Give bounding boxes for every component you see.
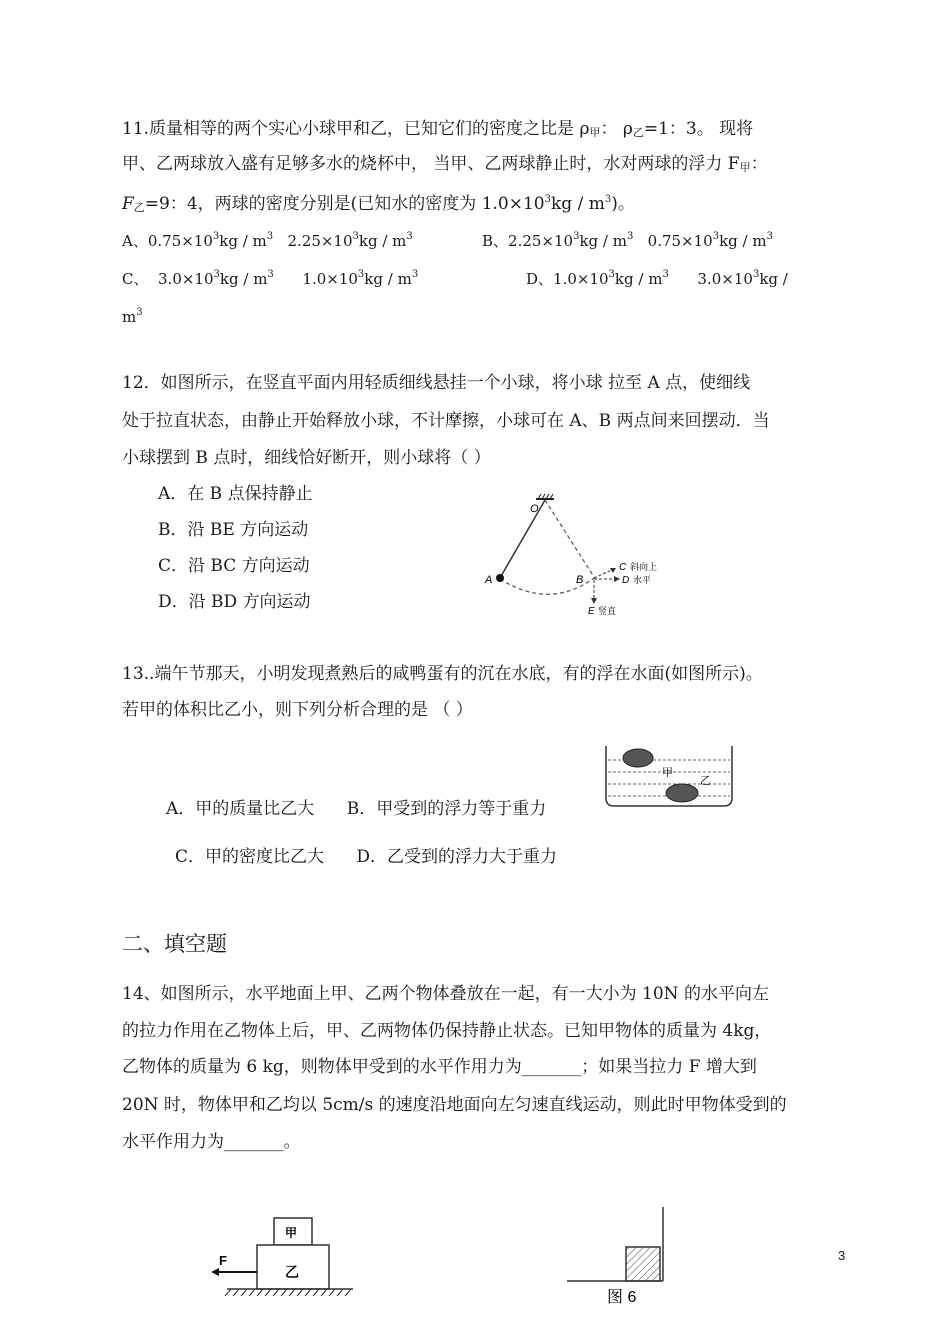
arrow-e-head bbox=[591, 598, 597, 604]
q11-line3-sub: 乙 bbox=[133, 201, 145, 214]
q11-opt-a-e2: 3 bbox=[266, 231, 274, 242]
label-o: O bbox=[530, 503, 539, 515]
q11-opt-c-t3: 1.0×10 bbox=[273, 270, 358, 288]
force-label: F bbox=[219, 1253, 227, 1268]
q11-opt-c-e2: 3 bbox=[267, 269, 274, 280]
q11-option-c bbox=[122, 264, 418, 290]
q13-options-ab: A．甲的质量比乙大 B．甲受到的浮力等于重力 bbox=[166, 799, 547, 819]
q14-line5: 水平作用力为_______。 bbox=[122, 1132, 301, 1152]
q11-opt-a-e3: 3 bbox=[352, 231, 359, 242]
q11-opt-b-e4: 3 bbox=[766, 231, 773, 242]
q11-line1-a: 11.质量相等的两个实心小球甲和乙，已知它们的密度之比是 ρ bbox=[122, 119, 590, 139]
q11-option-a bbox=[122, 226, 413, 252]
q12-line1: 12．如图所示，在竖直平面内用轻质细线悬挂一个小球，将小球 拉至 A 点，使细线 bbox=[122, 373, 751, 393]
q11-line2 bbox=[122, 153, 768, 179]
q13-line2: 若甲的体积比乙小，则下列分析合理的是 （ ） bbox=[122, 700, 473, 720]
q11-line3-exp: 3 bbox=[544, 194, 551, 205]
q12-option-a: A．在 B 点保持静止 bbox=[158, 484, 313, 504]
q13-options-cd: C．甲的密度比乙大 D．乙受到的浮力大于重力 bbox=[175, 847, 558, 867]
egg-jia bbox=[623, 749, 653, 767]
label-c-text: 斜向上 bbox=[630, 562, 658, 572]
pendulum-dashed-string bbox=[545, 500, 594, 577]
q11-line2-a: 甲、乙两球放入盛有足够多水的烧杯中， 当甲、乙两球静止时，水对两球的浮力 F bbox=[122, 154, 740, 174]
q11-opt-a-e4: 3 bbox=[406, 231, 413, 242]
egg-yi-label: 乙 bbox=[700, 775, 711, 787]
q11-opt-b-e1: 3 bbox=[573, 231, 580, 242]
q11-opt-b-t1: B、2.25×10 bbox=[482, 232, 574, 250]
figure-6 bbox=[565, 1205, 675, 1315]
q11-sub-jia: 甲 bbox=[589, 126, 601, 139]
label-e: E bbox=[588, 606, 595, 617]
q11-line3-d: )。 bbox=[611, 194, 635, 214]
q11-line1-c: =1：3。 现将 bbox=[643, 119, 754, 139]
label-a: A bbox=[485, 574, 493, 586]
q11-line1-b: ： ρ bbox=[600, 119, 633, 139]
q11-opt-d-t4: kg / bbox=[759, 270, 788, 288]
arrow-c-head bbox=[610, 568, 616, 573]
q11-line3-b: =9：4，两球的密度分别是(已知水的密度为 1.0×10 bbox=[144, 194, 545, 214]
q11-sub-yi: 乙 bbox=[632, 126, 644, 139]
hatched-block bbox=[626, 1247, 660, 1281]
q11-opt-a-t3: 2.25×10 bbox=[273, 232, 353, 250]
egg-yi bbox=[666, 784, 698, 802]
q11-line3-a: F bbox=[122, 194, 134, 214]
q11-opt-d-e2: 3 bbox=[662, 269, 669, 280]
q11-option-d-cont bbox=[122, 302, 143, 328]
pendulum-figure bbox=[480, 490, 680, 620]
q11-opt-d-t3: 3.0×10 bbox=[668, 270, 753, 288]
q12-line3: 小球摆到 B 点时，细线恰好断开，则小球将（ ） bbox=[122, 448, 491, 468]
q11-opt-c-t4: kg / m bbox=[364, 270, 412, 288]
force-arrow-head bbox=[211, 1268, 219, 1276]
label-d-text: 水平 bbox=[633, 575, 652, 585]
q11-opt-d-t1: D、1.0×10 bbox=[526, 270, 609, 288]
q11-option-d bbox=[526, 264, 788, 290]
q11-opt-c-t2: kg / m bbox=[219, 270, 268, 288]
label-d: D bbox=[622, 575, 630, 586]
q11-opt-b-t3: 0.75×10 bbox=[633, 232, 713, 250]
q11-option-b bbox=[482, 226, 773, 252]
q11-opt-b-t2: kg / m bbox=[579, 232, 627, 250]
q11-opt-a-t4: kg / m bbox=[358, 232, 407, 250]
q12-option-d: D．沿 BD 方向运动 bbox=[158, 592, 311, 612]
section-title: 二、填空题 bbox=[122, 932, 227, 956]
q11-line3 bbox=[122, 189, 635, 219]
blocks-figure bbox=[205, 1215, 365, 1305]
label-c: C bbox=[619, 562, 627, 573]
q12-line2: 处于拉直状态，由静止开始释放小球，不计摩擦，小球可在 A、B 两点间来回摆动．当 bbox=[122, 411, 770, 431]
label-e-text: 竖直 bbox=[598, 606, 617, 616]
q11-line1 bbox=[122, 118, 753, 144]
ground-hatch bbox=[225, 1289, 351, 1296]
q14-line3: 乙物体的质量为 6 kg，则物体甲受到的水平作用力为_______；如果当拉力 F 增大到 bbox=[122, 1057, 757, 1077]
q11-opt-c-e4: 3 bbox=[411, 269, 419, 280]
figure-6-label: 图 6 bbox=[607, 1289, 637, 1306]
q11-opt-b-e2: 3 bbox=[626, 231, 634, 242]
q11-opt-d-t2: kg / m bbox=[614, 270, 663, 288]
q11-opt-d-e4: 3 bbox=[136, 307, 143, 318]
block-yi-label: 乙 bbox=[285, 1264, 299, 1280]
q11-opt-a-t1: A、0.75×10 bbox=[122, 232, 213, 250]
q11-line3-c: kg / m bbox=[551, 194, 605, 214]
q11-opt-b-e3: 3 bbox=[712, 231, 720, 242]
q11-opt-c-e1: 3 bbox=[213, 269, 220, 280]
block-jia-label: 甲 bbox=[285, 1226, 298, 1240]
pendulum-support bbox=[536, 494, 554, 499]
q11-opt-a-e1: 3 bbox=[212, 231, 220, 242]
q11-opt-c-e3: 3 bbox=[357, 269, 365, 280]
q14-line1: 14、如图所示，水平地面上甲、乙两个物体叠放在一起，有一大小为 10N 的水平向左 bbox=[122, 984, 769, 1004]
q12-option-c: C．沿 BC 方向运动 bbox=[158, 556, 310, 576]
page-number: 3 bbox=[838, 1248, 846, 1263]
label-b: B bbox=[576, 574, 584, 586]
pendulum-ball bbox=[496, 574, 504, 582]
q11-opt-d-e3: 3 bbox=[752, 269, 760, 280]
beaker-figure bbox=[600, 740, 740, 810]
q11-opt-c-t1: C、 3.0×10 bbox=[122, 270, 214, 288]
q14-line2: 的拉力作用在乙物体上后，甲、乙两物体仍保持静止状态。已知甲物体的质量为 4kg， bbox=[122, 1021, 772, 1041]
arrow-d-head bbox=[614, 576, 620, 582]
q13-line1: 13..端午节那天，小明发现煮熟后的咸鸭蛋有的沉在水底，有的浮在水面(如图所示)。 bbox=[122, 664, 763, 684]
q11-opt-d-m: m bbox=[122, 308, 137, 326]
egg-jia-label: 甲 bbox=[662, 767, 673, 779]
q11-line2-sub: 甲 bbox=[739, 161, 751, 174]
q12-option-b: B．沿 BE 方向运动 bbox=[158, 520, 309, 540]
q11-line3-exp2: 3 bbox=[604, 194, 612, 205]
q11-opt-d-e1: 3 bbox=[608, 269, 615, 280]
q11-line2-b: ： bbox=[750, 154, 768, 174]
q11-opt-b-t4: kg / m bbox=[719, 232, 767, 250]
q14-line4: 20N 时，物体甲和乙均以 5cm/s 的速度沿地面向左匀速直线运动，则此时甲物体受到的 bbox=[122, 1095, 787, 1115]
q11-opt-a-t2: kg / m bbox=[219, 232, 267, 250]
